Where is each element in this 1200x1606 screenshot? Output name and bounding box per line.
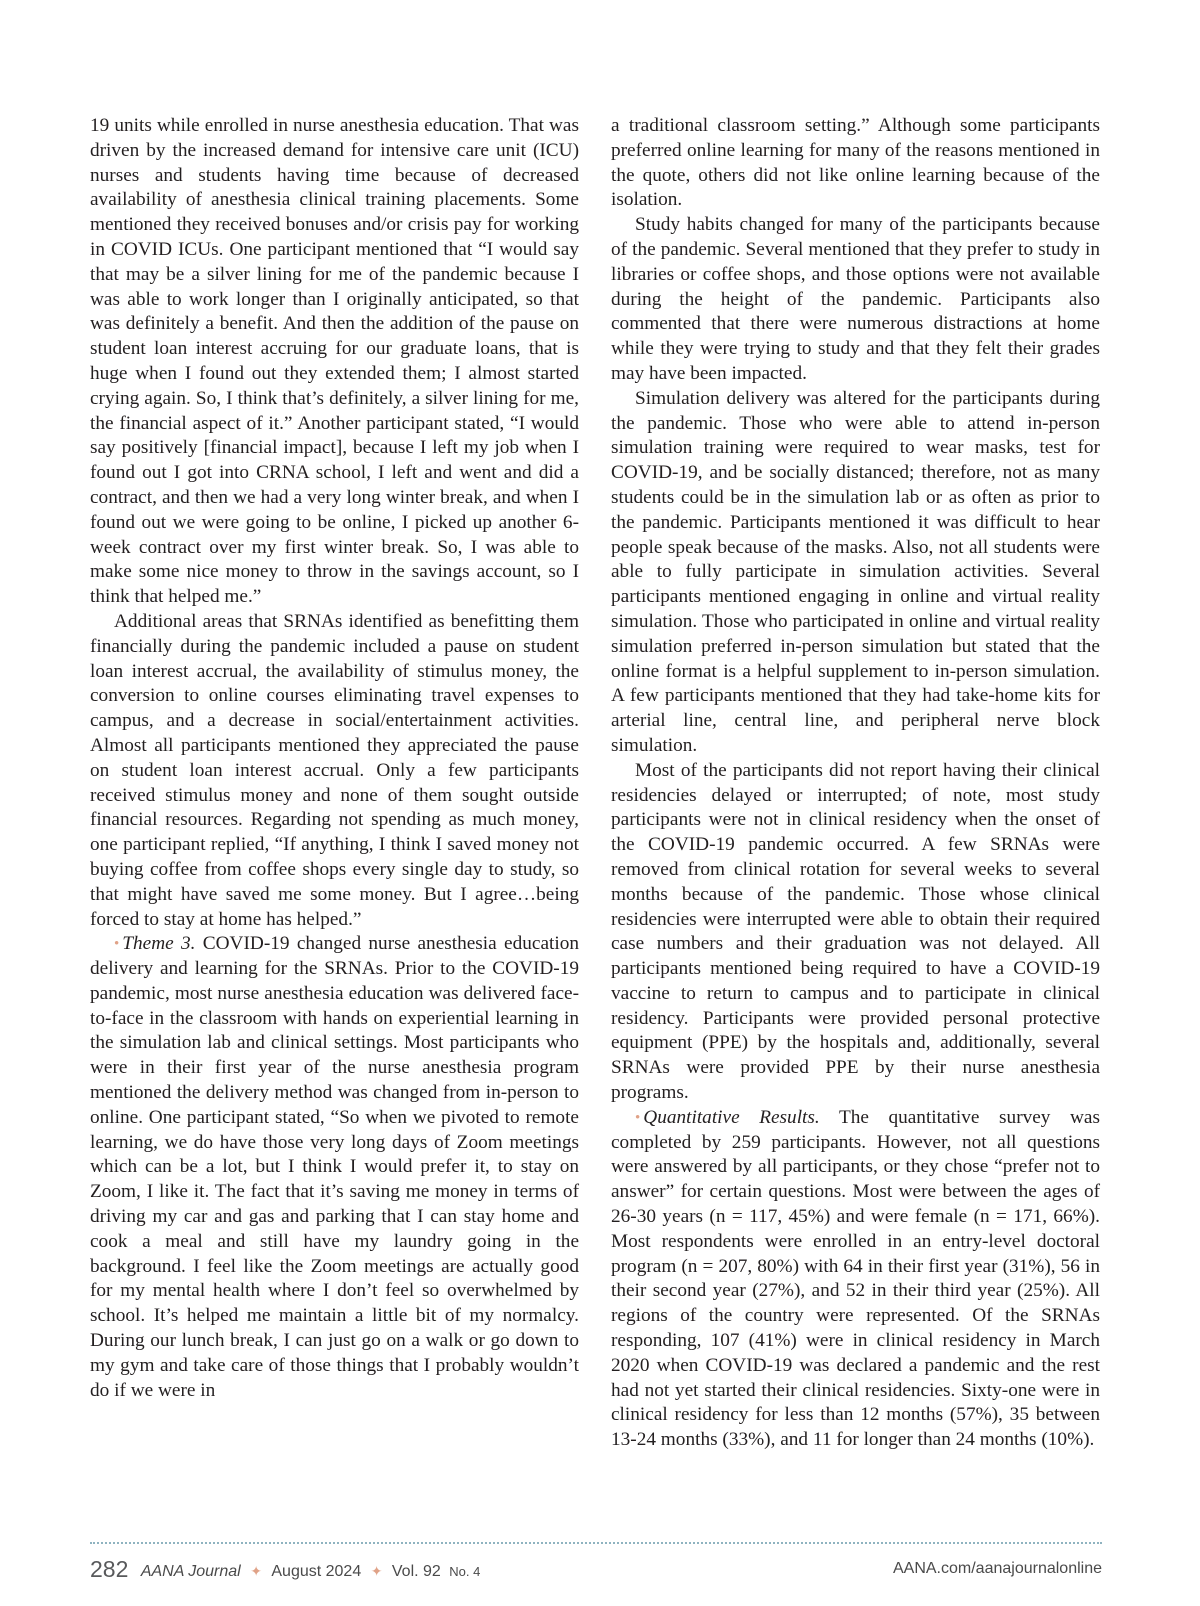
footer-citation: [90, 1556, 480, 1583]
bullet-icon: •: [635, 1109, 641, 1126]
paragraph: 19 units while enrolled in nurse anesthesia education. That was driven by the increased demand for intensive care unit (ICU) nurses and students having time because of decreased availability of anesthesia clinical training placements. Some mentioned they received bonuses and/or crisis pay for working in COVID ICUs. One participant mentioned that “I would say that may be a silver lining for me of the pandemic because I was able to work longer than I originally anticipated, so that was definitely a benefit. And then the addition of the pause on student loan interest accruing for our graduate loans, that is huge when I found out they extended them; I almost started crying again. So, I think that’s definitely, a silver lining for me, the financial aspect of it.” Another participant stated, “I would say positively [financial impact], because I left my job when I found out I got into CRNA school, I left and went and did a contract, and then we had a very long winter break, and when I found out we were going to be online, I picked up another 6-week contract over my first winter break. So, I was able to make some nice money to throw in the savings account, so I think that helped me.”: [90, 115, 579, 608]
page-number: 282: [90, 1556, 129, 1582]
issue-number: No. 4: [449, 1564, 481, 1579]
paragraph: Additional areas that SRNAs identified as benefitting them financially during the pandemic included a pause on student loan interest accrual, the availability of stimulus money, the conversion to online courses eliminating travel expenses to campus, and a decrease in social/entertainment activities. Almost all participants mentioned they appreciated the pause on student loan interest accrual. Only a few participants received stimulus money and none of them sought outside financial resources. Regarding not spending as much money, one participant replied, “If anything, I think I saved money not buying coffee from coffee shops every single day to study, so that might have saved me some money. But I agree…being forced to stay at home has helped.”: [90, 610, 579, 930]
journal-url[interactable]: AANA.com/aanajournalonline: [892, 1560, 1102, 1577]
paragraph: a traditional classroom setting.” Although some participants preferred online learning for many of the reasons mentioned in the quote, others did not like online learning because of the isolation.: [611, 115, 1100, 211]
page-footer: [90, 1556, 1102, 1586]
quantitative-results-body: The quantitative survey was completed by 259 participants. However, not all questions were answered by all participants, or they chose “prefer not to answer” for certain questions. Most were between the ages of 26-30 years (n = 117, 45%) and were female (n = 171, 66%). Most respondents were enrolled in an entry-level doctoral program (n = 207, 80%) with 64 in their first year (31%), 56 in their second year (27%), and 52 in their third year (25%). All regions of the country were represented. Of the SRNAs responding, 107 (41%) were in clinical residency in March 2020 when COVID-19 was declared a pandemic and the rest had not yet started their clinical residencies. Sixty-one were in clinical residency for less than 12 months (57%), 35 between 13-24 months (33%), and 11 for longer than 24 months (10%).: [611, 1106, 1100, 1451]
paragraph: Study habits changed for many of the participants because of the pandemic. Several mentioned that they prefer to study in libraries or coffee shops, and those options were not available during the height of the pandemic. Participants also commented that there were numerous distractions at home while they were trying to study and that they felt their grades may have been impacted.: [611, 214, 1100, 384]
theme-3-heading: Theme 3.: [122, 933, 196, 955]
separator-icon: ✦: [250, 1563, 262, 1579]
paragraph: Most of the participants did not report having their clinical residencies delayed or interrupted; of note, most study participants were not in clinical residency when the onset of the COVID-19 pandemic occurred. A few SRNAs were removed from clinical rotation for several weeks to several months because of the pandemic. Those whose clinical residencies were interrupted were able to obtain their required case numbers and their graduation was not delayed. All participants mentioned being required to have a COVID-19 vaccine to return to campus and to participate in clinical residency. Participants were provided personal protective equipment (PPE) by the hospitals and, additionally, several SRNAs were provided PPE by their nurse anesthesia programs.: [611, 759, 1100, 1104]
journal-name: AANA Journal: [140, 1563, 241, 1580]
theme-3-body: COVID-19 changed nurse anesthesia education delivery and learning for the SRNAs. Prior to the COVID-19 pandemic, most nurse anesthesia education was delivered face-to-face in the classroom with hands on experiential learning in the simulation lab and clinical settings. Most participants who were in their first year of the nurse anesthesia program mentioned the delivery method was changed from in-person to online. One participant stated, “So when we pivoted to remote learning, we do have those very long days of Zoom meetings which can be a lot, but I think I would prefer it, to stay on Zoom, I like it. The fact that it’s saving me money in terms of driving my car and gas and parking that I can stay home and cook a meal and still have my laundry going in the background. I feel like the Zoom meetings are actually good for my mental health where I don’t feel so overwhelmed by school. It’s helped me maintain a little bit of my normalcy. During our lunch break, I can just go on a walk or go down to my gym and take care of those things that I probably wouldn’t do if we were in: [90, 933, 579, 1401]
volume: Vol. 92: [391, 1563, 441, 1580]
bullet-icon: •: [114, 936, 120, 953]
footer-dotted-rule: [90, 1542, 1102, 1544]
right-column: [611, 114, 1100, 1453]
left-column: [90, 114, 579, 1403]
paragraph-quantitative-results: [611, 1106, 1100, 1453]
issue-date: August 2024: [271, 1563, 362, 1580]
paragraph: Simulation delivery was altered for the participants during the pandemic. Those who were able to attend in-person simulation training were required to wear masks, test for COVID-19, and be socially distanced; therefore, not as many students could be in the simulation lab or as often as prior to the pandemic. Participants mentioned it was difficult to hear people speak because of the masks. Also, not all students were able to fully participate in simulation activities. Several participants mentioned engaging in online and virtual reality simulation. Those who participated in online and virtual reality simulation preferred in-person simulation but stated that the online format is a helpful supplement to in-person simulation. A few participants mentioned that they had take-home kits for arterial line, central line, and peripheral nerve block simulation.: [611, 387, 1100, 756]
paragraph-theme-3: [90, 932, 579, 1403]
separator-icon: ✦: [370, 1563, 383, 1579]
quantitative-results-heading: Quantitative Results.: [643, 1106, 820, 1128]
